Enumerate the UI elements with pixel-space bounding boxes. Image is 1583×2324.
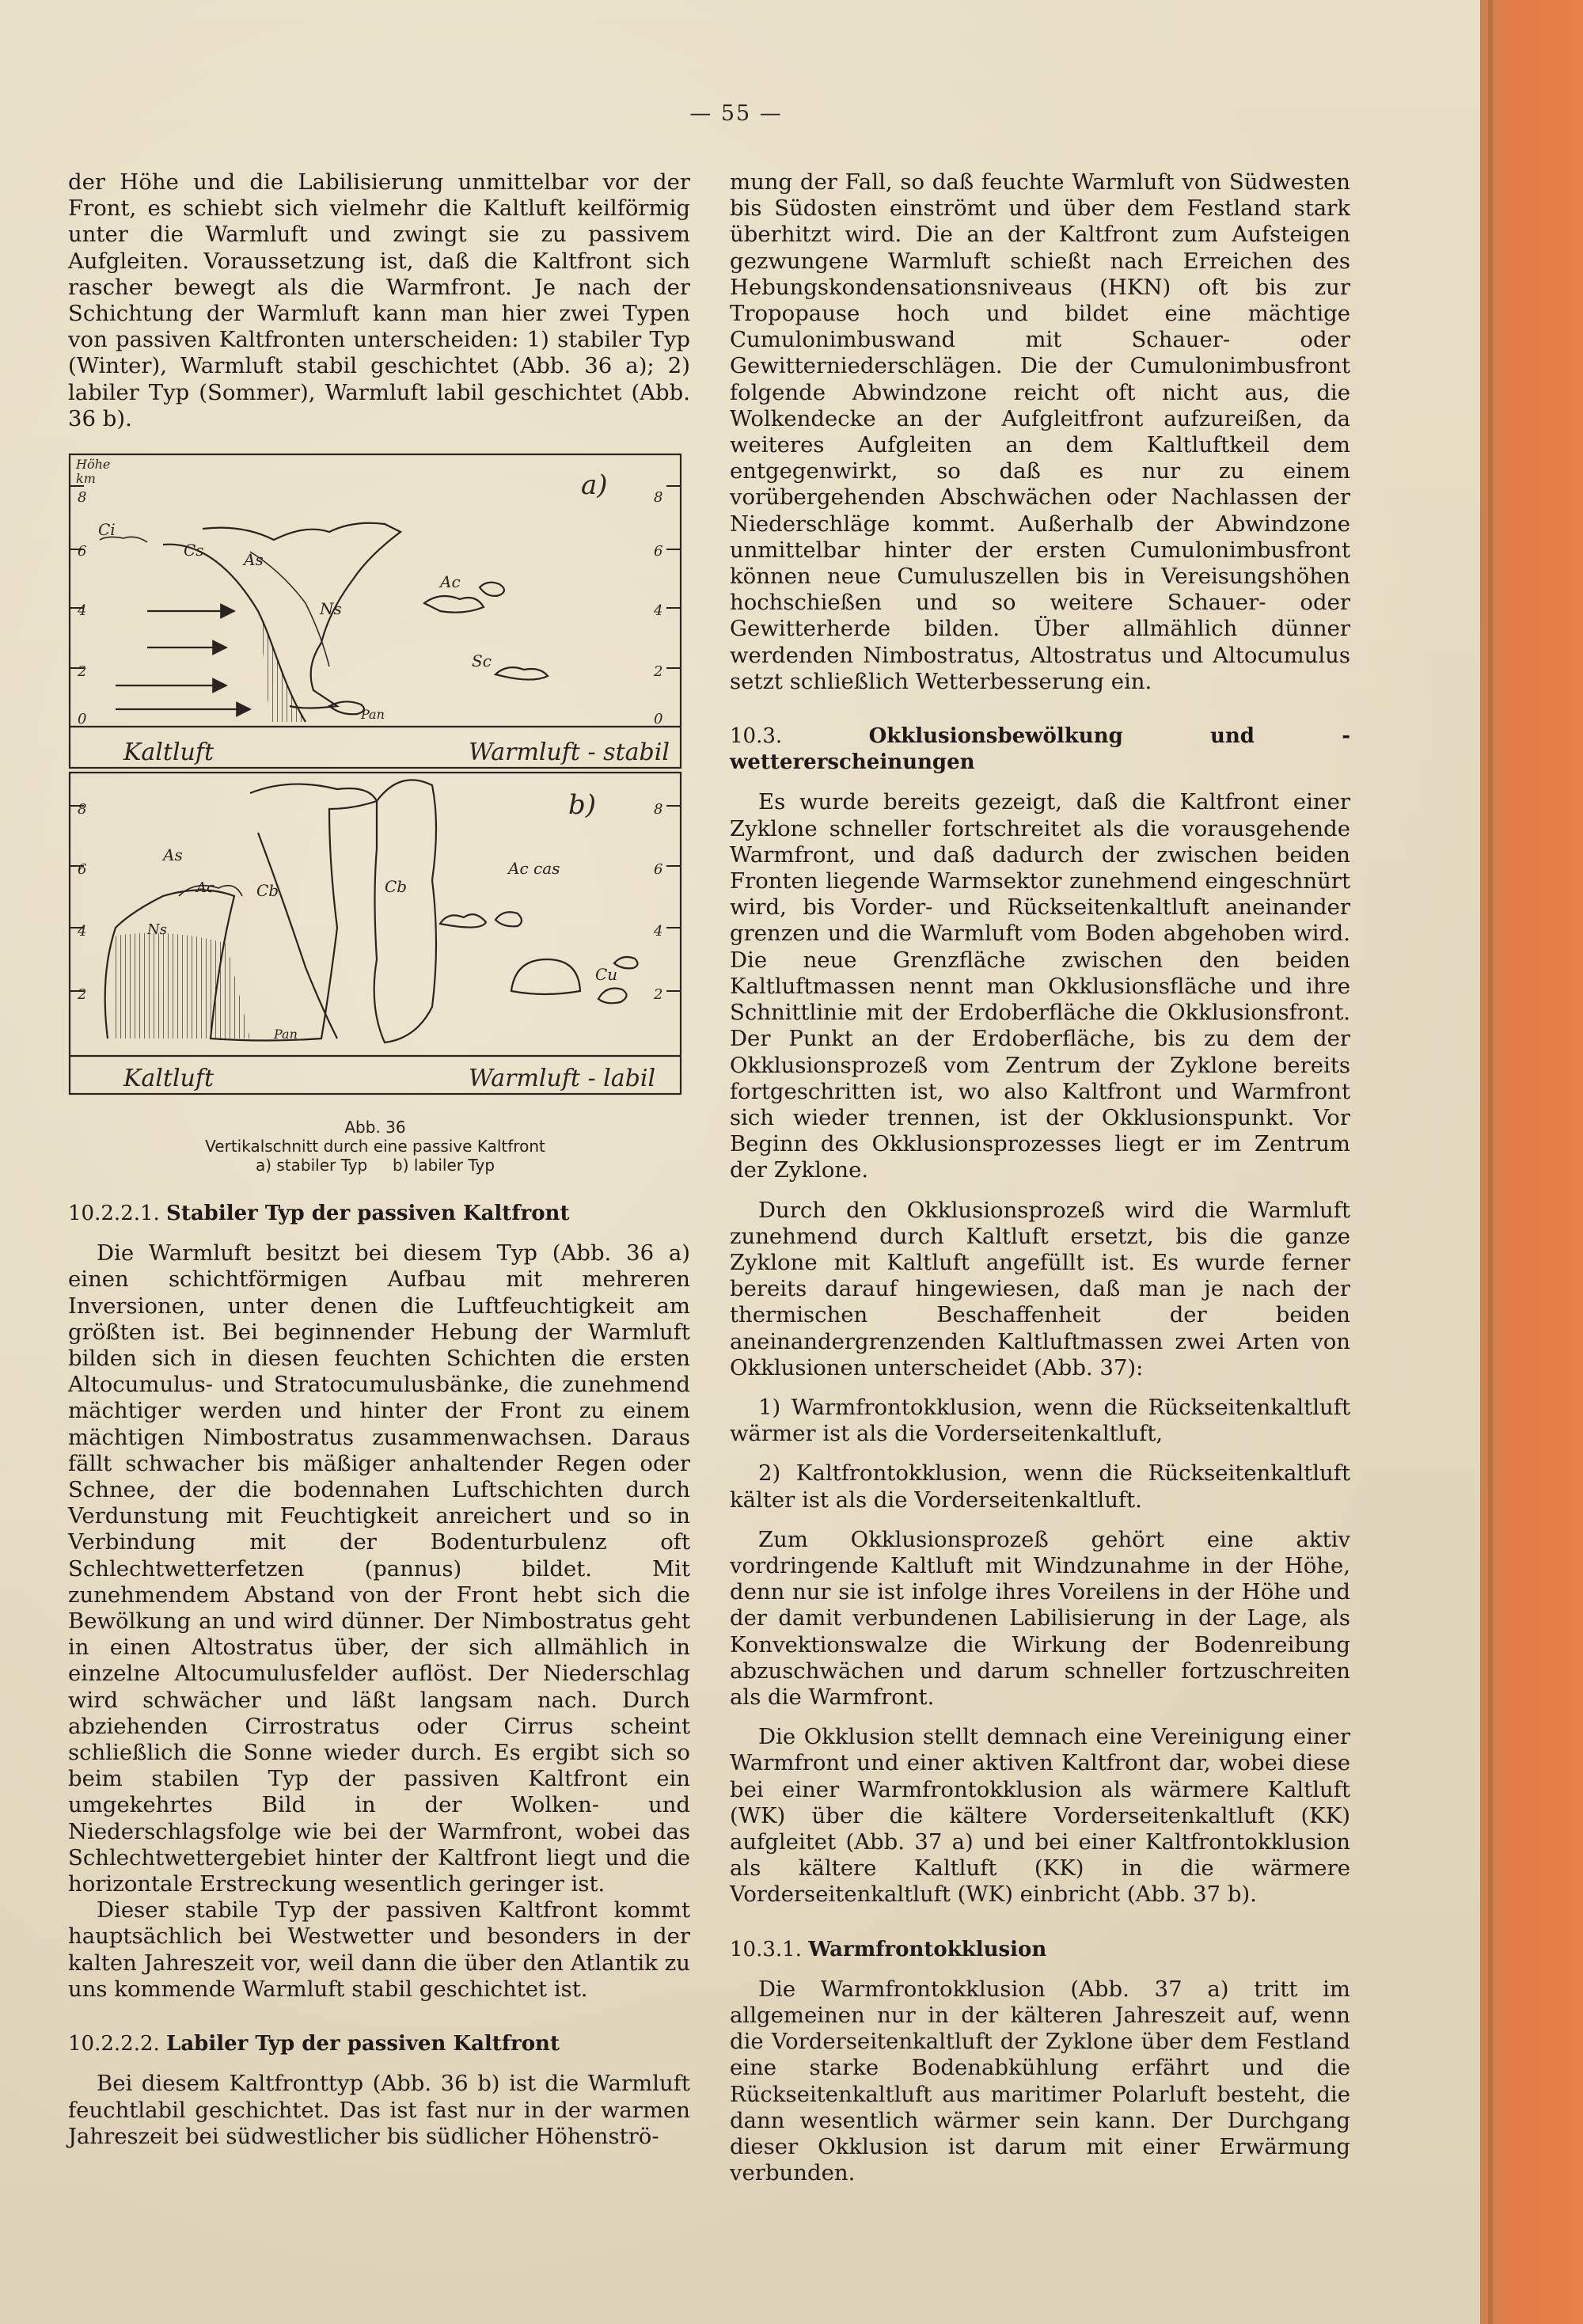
section-title: Stabiler Typ der passiven Kaltfront xyxy=(166,1202,570,1225)
paragraph: Zum Okklusionsprozeß gehört eine aktiv vordringende Kaltluft mit Windzunahme in der Höhe, denn nur sie ist infolge ihres Voreilens in der Höhe und der damit verbundenen Labilisierung in der Lage, als Konvektionswalze die Wirkung der Bodenreibung abzuschwächen und darum schneller fortzuschreiten als die Warmfront. xyxy=(730,1526,1350,1710)
tick-label: 8 xyxy=(654,801,663,818)
paragraph: mung der Fall, so daß feuchte Warmluft von Südwesten bis Südosten einströmt und über dem Festland stark überhitzt wird. Die an der Kaltfront zum Aufsteigen gezwungene Warmluft schießt nach Erreichen des Hebungskondensationsniveaus (HKN) oft bis zur Tropopause hoch und bildet eine mächtige Cumulonimbuswand mit Schauer- oder Gewitterniederschlägen. Die der Cumulonimbusfront folgende Abwindzone reicht oft nicht aus, die Wolkendecke an der Aufgleitfront aufzureißen, da weiteres Aufgleiten an dem Kaltluftkeil dem entgegenwirkt, so daß es nur zu einem vorübergehenden Abschwächen oder Nachlassen der Niederschläge kommt. Außerhalb der Abwindzone unmittelbar hinter der ersten Cumulonimbusfront können neue Cumuluszellen bis in Vereisungshöhen hochschießen und so weitere Schauer- oder Gewitterherde bilden. Über allmählich dünner werdenden Nimbostratus, Altostratus und Altocumulus setzt schließlich Wetterbesserung ein. xyxy=(730,169,1350,694)
axis-label-km: km xyxy=(76,471,96,486)
cloud-label: Ac xyxy=(440,572,461,591)
section-title: Labiler Typ der passiven Kaltfront xyxy=(166,2032,560,2056)
caption-title: Vertikalschnitt durch eine passive Kaltfront xyxy=(205,1137,545,1156)
cloud-label: As xyxy=(244,550,264,569)
tick-label: 0 xyxy=(654,711,663,727)
right-column xyxy=(730,169,1350,2186)
panel-b-right-label: Warmluft - labil xyxy=(469,1065,656,1092)
cloud-label: Cs xyxy=(184,541,204,560)
paragraph: Die Warmluft besitzt bei diesem Typ (Abb. 36 a) einen schichtförmigen Aufbau mit mehreren Inversionen, unter denen die Luftfeuchtigkeit am größten ist. Bei beginnender Hebung der Warmluft bilden sich in diesen feuchten Schichten die ersten Altocumulus- und Stratocumulusbänke, die zunehmend mächtiger werden und hinter der Front zu einem mächtigen Nimbostratus zusammenwachsen. Daraus fällt schwacher bis mäßiger anhaltender Regen oder Schnee, der die bodennahen Luftschichten durch Verdunstung mit Feuchtigkeit anreichert und so in Verbindung mit der Bodenturbulenz oft Schlechtwetterfetzen (pannus) bildet. Mit zunehmendem Abstand von der Front hebt sich die Bewölkung an und wird dünner. Der Nimbostratus geht in einen Altostratus über, der sich allmählich in einzelne Altocumulusfelder auflöst. Der Niederschlag wird schwächer und läßt langsam nach. Durch abziehenden Cirrostratus oder Cirrus scheint schließlich die Sonne wieder durch. Es ergibt sich so beim stabilen Typ der passiven Kaltfront ein umgekehrtes Bild in der Wolken- und Niederschlagsfolge wie bei der Warmfront, wobei das Schlechtwettergebiet hinter der Kaltfront liegt und die horizontale Erstreckung wesentlich geringer ist. xyxy=(68,1240,690,1897)
cloud-label: Pan xyxy=(361,707,385,722)
cloud-label: Cb xyxy=(385,877,408,896)
tick-label: 6 xyxy=(654,543,663,560)
cloud-label: Ac xyxy=(196,879,215,896)
panel-a-left-label: Kaltluft xyxy=(123,739,214,766)
tick-label: 4 xyxy=(654,602,663,619)
section-number: 10.2.2.2. xyxy=(68,2032,160,2056)
panel-b-tag: b) xyxy=(568,789,597,821)
left-column-top xyxy=(68,169,690,432)
section-heading xyxy=(730,723,1350,776)
cloud-label: Sc xyxy=(472,651,492,670)
tick-label: 6 xyxy=(78,861,87,878)
tick-label: 2 xyxy=(78,986,87,1003)
tick-label: 6 xyxy=(78,543,87,560)
tick-label: 0 xyxy=(78,711,87,727)
section-number: 10.2.2.1. xyxy=(68,1202,160,1225)
cloud-label: Ci xyxy=(98,520,116,539)
cloud-label: Cu xyxy=(595,965,618,984)
paragraph: 2) Kaltfrontokklusion, wenn die Rückseitenkaltluft kälter ist als die Vorderseitenkaltluft. xyxy=(730,1460,1350,1513)
panel-a-right-label: Warmluft - stabil xyxy=(469,739,670,766)
paragraph: Durch den Okklusionsprozeß wird die Warmluft zunehmend durch Kaltluft ersetzt, bis die ganze Zyklone mit Kaltluft angefüllt ist. Es wurde ferner bereits darauf hingewiesen, daß man je nach der thermischen Beschaffenheit der beiden aneinandergrenzenden Kaltluftmassen zwei Arten von Okklusionen unterscheidet (Abb. 37): xyxy=(730,1197,1350,1380)
cloud-label: Ns xyxy=(320,599,342,618)
tick-label: 8 xyxy=(78,801,87,818)
tick-label: 6 xyxy=(654,861,663,878)
cloud-label: Pan xyxy=(274,1027,298,1042)
cloud-label: Ns xyxy=(147,921,167,938)
section-number: 10.3.1. xyxy=(730,1937,802,1961)
cloud-label: As xyxy=(163,845,183,864)
section-title: Warmfrontokklusion xyxy=(808,1937,1047,1961)
panel-a-tag: a) xyxy=(581,469,608,501)
paragraph: Die Warmfrontokklusion (Abb. 37 a) tritt im allgemeinen nur in der kälteren Jahreszeit auf, wenn die Vorderseitenkaltluft der Zyklone über dem Festland eine starke Bodenabkühlung erfährt und die Rückseitenkaltluft aus maritimer Polarluft besteht, die dann wesentlich wärmer sein kann. Der Durchgang dieser Okklusion ist darum mit einer Erwärmung verbunden. xyxy=(730,1976,1350,2186)
paragraph: Die Okklusion stellt demnach eine Vereinigung einer Warmfront und einer aktiven Kaltfront dar, wobei diese bei einer Warmfrontokklusion als wärmere Kaltluft (WK) über die kältere Vorderseitenkaltluft (KK) aufgleitet (Abb. 37 a) und bei einer Kaltfrontokklusion als kältere Kaltluft (KK) in die wärmere Vorderseitenkaltluft (WK) einbricht (Abb. 37 b). xyxy=(730,1724,1350,1908)
paragraph: Es wurde bereits gezeigt, daß die Kaltfront einer Zyklone schneller fortschreitet als die vorausgehende Warmfront, und daß dadurch der zwischen beiden Fronten liegende Warmsektor zunehmend eingeschnürt wird, bis Vorder- und Rückseitenkaltluft aneinander grenzen und die Warmluft vom Boden abgehoben wird. Die neue Grenzfläche zwischen den beiden Kaltluftmassen nennt man Okklusionsfläche und ihre Schnittlinie mit der Erdoberfläche die Okklusionsfront. Der Punkt an der Erdoberfläche, bis zu dem der Okklusionsprozeß vom Zentrum der Zyklone bereits fortgeschritten ist, wo also Kaltfront und Warmfront sich wieder trennen, ist der Okklusionspunkt. Vor Beginn des Okklusionsprozesses liegt er im Zentrum der Zyklone. xyxy=(730,789,1350,1183)
section-title: Okklusionsbewölkung und -wettererscheinungen xyxy=(730,724,1350,775)
tick-label: 2 xyxy=(654,986,663,1003)
paragraph: Bei diesem Kaltfronttyp (Abb. 36 b) ist die Warmluft feuchtlabil geschichtet. Das ist fast nur in der warmen Jahreszeit bei südwestlicher bis südlicher Höhenströ- xyxy=(68,2071,690,2149)
tick-label: 2 xyxy=(78,663,87,680)
section-heading xyxy=(68,1201,690,1227)
section-heading xyxy=(68,2031,690,2057)
left-column-bottom xyxy=(68,1201,690,2150)
tick-label: 2 xyxy=(654,663,663,680)
cloud-label: Ac cas xyxy=(508,859,560,878)
section-heading xyxy=(730,1937,1350,1963)
page-edge xyxy=(1480,0,1583,2324)
paragraph: 1) Warmfrontokklusion, wenn die Rückseitenkaltluft wärmer ist als die Vorderseitenkaltluft, xyxy=(730,1394,1350,1447)
axis-label-hoehe: Höhe xyxy=(76,457,111,472)
tick-label: 4 xyxy=(78,602,87,619)
figure-abb-36 xyxy=(68,453,682,1097)
page-number: — 55 — xyxy=(689,101,783,126)
tick-label: 8 xyxy=(78,489,87,506)
section-number: 10.3. xyxy=(730,724,783,749)
caption-number: Abb. 36 xyxy=(344,1118,406,1137)
tick-label: 4 xyxy=(78,923,87,940)
caption-subtitle: a) stabiler Typ b) labiler Typ xyxy=(255,1156,495,1175)
paragraph: der Höhe und die Labilisierung unmittelbar vor der Front, es schiebt sich vielmehr die Kaltluft keilförmig unter die Warmluft und zwingt sie zu passivem Aufgleiten. Voraussetzung ist, daß die Kaltfront sich rascher bewegt als die Warmfront. Je nach der Schichtung der Warmluft kann man hier zwei Typen von passiven Kaltfronten unterscheiden: 1) stabiler Typ (Winter), Warmluft stabil geschichtet (Abb. 36 a); 2) labiler Typ (Sommer), Warmluft labil geschichtet (Abb. 36 b). xyxy=(68,169,690,431)
cloud-label: Cb xyxy=(256,881,279,900)
paragraph: Dieser stabile Typ der passiven Kaltfront kommt hauptsächlich bei Westwetter und besonders in der kalten Jahreszeit vor, weil dann die über den Atlantik zu uns kommende Warmluft stabil geschichtet ist. xyxy=(68,1897,690,2002)
tick-label: 8 xyxy=(654,489,663,506)
tick-label: 4 xyxy=(654,923,663,940)
figure-caption xyxy=(68,1118,682,1175)
panel-b-left-label: Kaltluft xyxy=(123,1065,214,1092)
